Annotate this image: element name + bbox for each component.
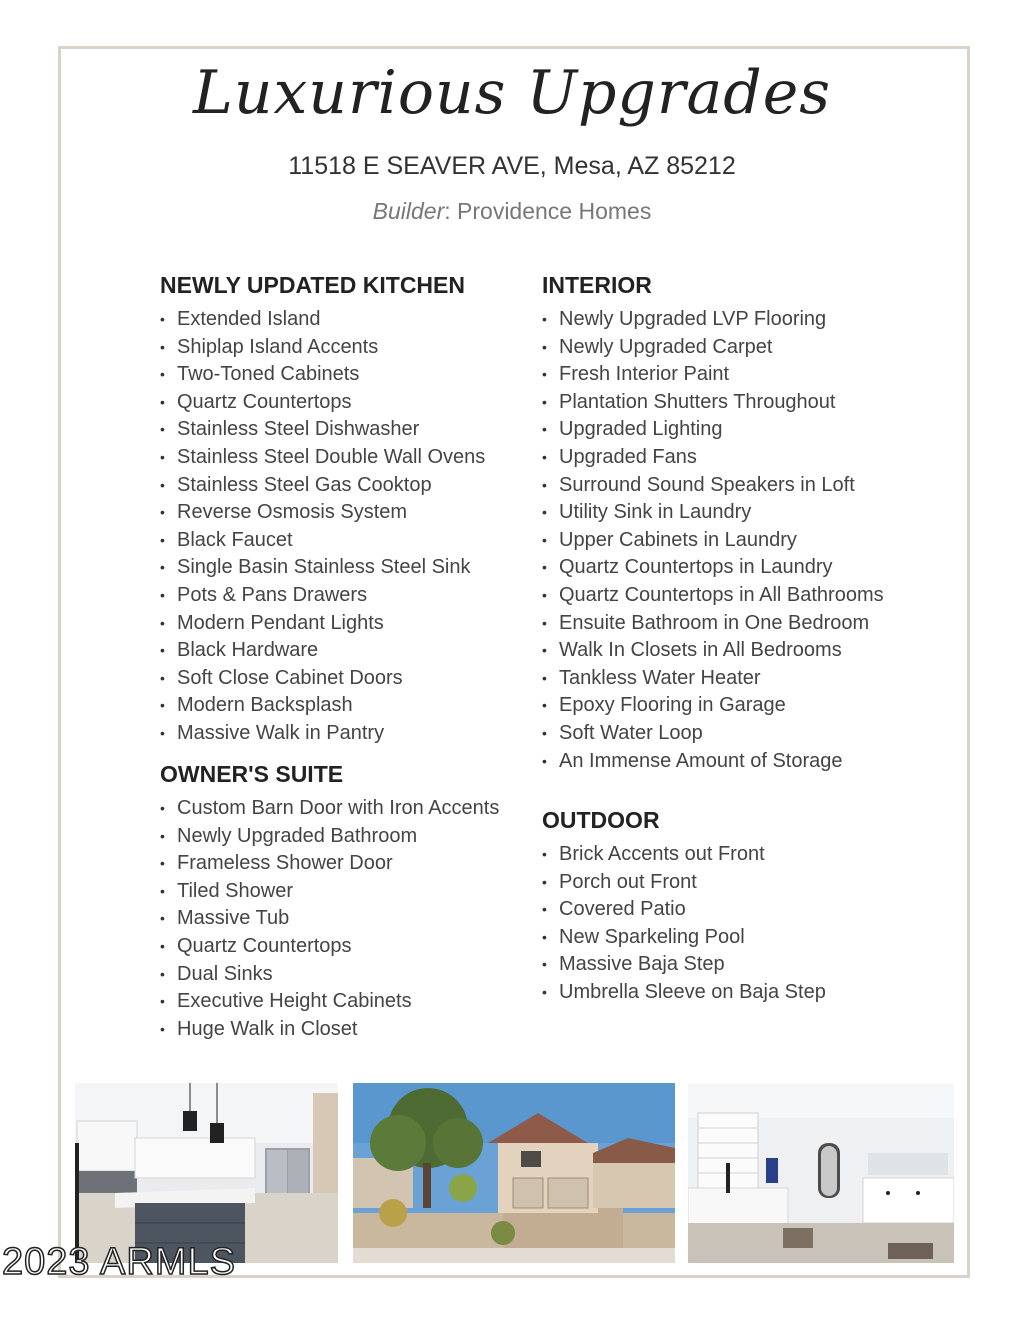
- list-item: • Fresh Interior Paint: [542, 361, 884, 389]
- list-item: • Epoxy Flooring in Garage: [542, 692, 884, 720]
- section-heading: OWNER'S SUITE: [160, 761, 344, 787]
- section-heading: NEWLY UPDATED KITCHEN: [160, 272, 465, 298]
- list-item: • Quartz Countertops: [160, 389, 485, 417]
- builder-label: Builder: [372, 198, 445, 224]
- list-item: • Newly Upgraded Bathroom: [160, 823, 499, 851]
- list-item: • Newly Upgraded Carpet: [542, 334, 884, 362]
- list-item: • Black Hardware: [160, 637, 485, 665]
- property-address: 11518 E SEAVER AVE, Mesa, AZ 85212: [288, 152, 736, 180]
- list-item: • Stainless Steel Dishwasher: [160, 416, 485, 444]
- list-item: • Custom Barn Door with Iron Accents: [160, 795, 499, 823]
- list-item: • Ensuite Bathroom in One Bedroom: [542, 610, 884, 638]
- list-item: • Executive Height Cabinets: [160, 988, 499, 1016]
- list-item: • Walk In Closets in All Bedrooms: [542, 637, 884, 665]
- section-kitchen: [160, 270, 485, 748]
- list-item: • Soft Water Loop: [542, 720, 884, 748]
- list-item: • Quartz Countertops in Laundry: [542, 554, 884, 582]
- feature-list: [542, 841, 826, 1007]
- list-item: • Quartz Countertops: [160, 933, 499, 961]
- list-item: • Extended Island: [160, 306, 485, 334]
- list-item: • New Sparkeling Pool: [542, 924, 826, 952]
- feature-list: [542, 306, 884, 775]
- builder-line: [0, 198, 1024, 225]
- list-item: • Tiled Shower: [160, 878, 499, 906]
- list-item: • Two-Toned Cabinets: [160, 361, 485, 389]
- list-item: • Utility Sink in Laundry: [542, 499, 884, 527]
- list-item: • Surround Sound Speakers in Loft: [542, 472, 884, 500]
- list-item: • Covered Patio: [542, 896, 826, 924]
- list-item: • Dual Sinks: [160, 961, 499, 989]
- list-item: • Massive Walk in Pantry: [160, 720, 485, 748]
- list-item: • Reverse Osmosis System: [160, 499, 485, 527]
- list-item: • Pots & Pans Drawers: [160, 582, 485, 610]
- feature-list: [160, 795, 499, 1043]
- section-interior: [542, 270, 884, 775]
- list-item: • Single Basin Stainless Steel Sink: [160, 554, 485, 582]
- list-item: • Massive Tub: [160, 905, 499, 933]
- list-item: • Upper Cabinets in Laundry: [542, 527, 884, 555]
- list-item: • Huge Walk in Closet: [160, 1016, 499, 1044]
- house-exterior-photo: [353, 1083, 675, 1263]
- list-item: • Upgraded Fans: [542, 444, 884, 472]
- list-item: • Porch out Front: [542, 869, 826, 897]
- section-outdoor: [542, 805, 826, 1007]
- list-item: • Umbrella Sleeve on Baja Step: [542, 979, 826, 1007]
- list-item: • Stainless Steel Gas Cooktop: [160, 472, 485, 500]
- list-item: • Stainless Steel Double Wall Ovens: [160, 444, 485, 472]
- feature-list: [160, 306, 485, 748]
- list-item: • Black Faucet: [160, 527, 485, 555]
- list-item: • Frameless Shower Door: [160, 850, 499, 878]
- list-item: • Plantation Shutters Throughout: [542, 389, 884, 417]
- list-item: • Tankless Water Heater: [542, 665, 884, 693]
- page-title: Luxurious Upgrades: [192, 58, 831, 128]
- list-item: • Newly Upgraded LVP Flooring: [542, 306, 884, 334]
- copyright-watermark: 2023 ARMLS: [2, 1241, 236, 1283]
- list-item: • Upgraded Lighting: [542, 416, 884, 444]
- builder-name: : Providence Homes: [444, 198, 652, 224]
- bathroom-photo: [688, 1083, 954, 1263]
- list-item: • Shiplap Island Accents: [160, 334, 485, 362]
- list-item: • Massive Baja Step: [542, 951, 826, 979]
- section-heading: OUTDOOR: [542, 807, 660, 833]
- kitchen-photo: [75, 1083, 338, 1263]
- list-item: • Quartz Countertops in All Bathrooms: [542, 582, 884, 610]
- list-item: • Soft Close Cabinet Doors: [160, 665, 485, 693]
- section-heading: INTERIOR: [542, 272, 652, 298]
- section-owners-suite: [160, 759, 499, 1043]
- list-item: • Modern Backsplash: [160, 692, 485, 720]
- list-item: • Brick Accents out Front: [542, 841, 826, 869]
- list-item: • Modern Pendant Lights: [160, 610, 485, 638]
- list-item: • An Immense Amount of Storage: [542, 748, 884, 776]
